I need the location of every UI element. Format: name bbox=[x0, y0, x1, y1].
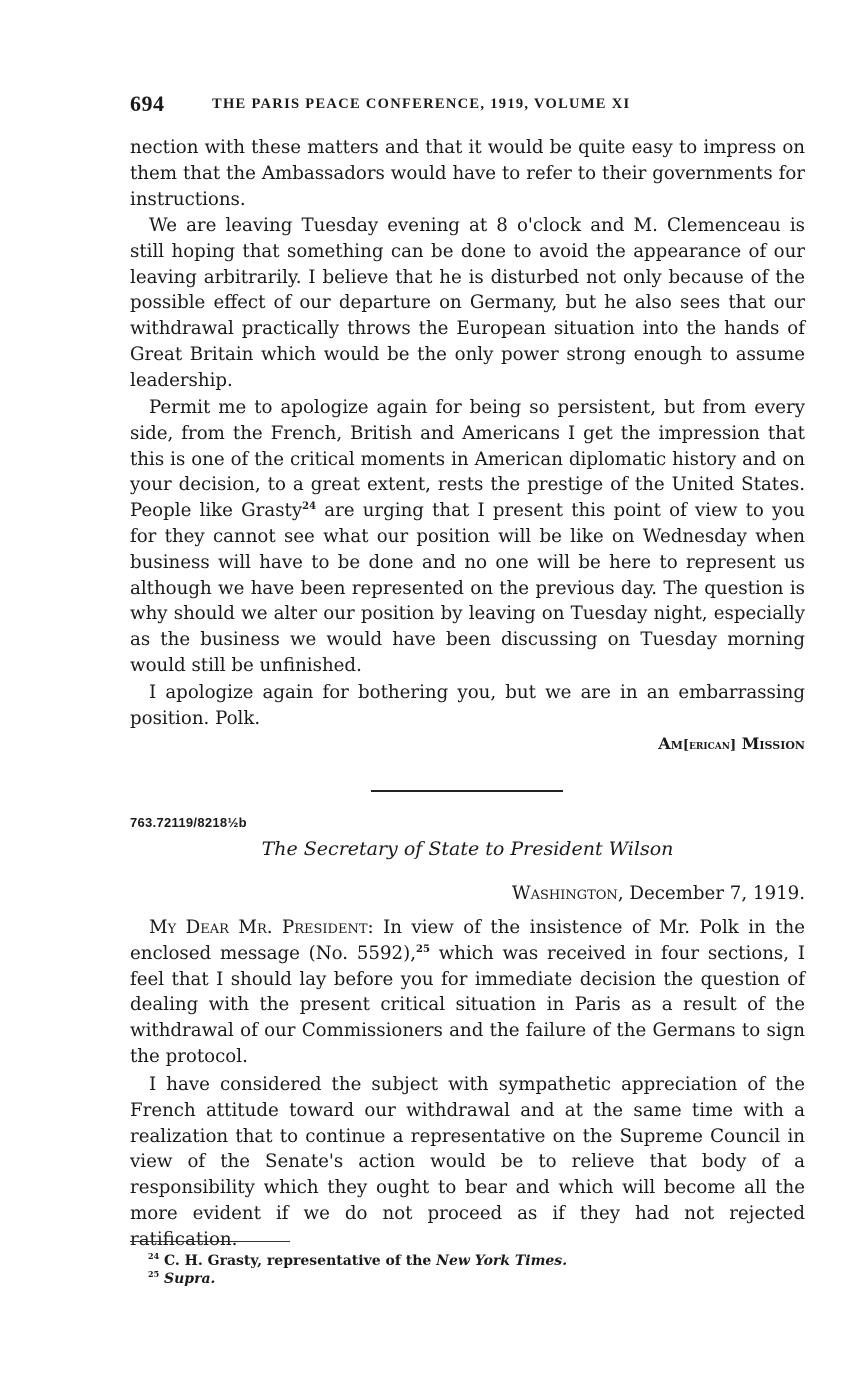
signature-am: Am bbox=[658, 734, 683, 753]
paragraph: I have considered the subject with sympathetic appreciation of the French attitude toward our withdrawal and at the same time with a realization that to continue a representative on the Supreme Council in view of the Senate's action would be to relieve that body of a responsibility which they ought to bear and which will become all the more evident if we do not proceed as if they had not rejected ratification. bbox=[130, 1074, 805, 1250]
footnote-25 bbox=[148, 1270, 567, 1288]
footnote-italic: New York Times. bbox=[436, 1253, 568, 1269]
footnote-text: Supra. bbox=[164, 1271, 216, 1287]
dateline-place: Washington bbox=[511, 883, 618, 904]
paragraph-text: which was received in four sections, I feel that I should lay before you for immediate decision the question of dealing with the present critical situation in Paris as a result of the withdrawal of our Commissioners and the failure of the Germans to sign the protocol. bbox=[130, 942, 805, 1067]
paragraph bbox=[130, 915, 805, 1070]
document-title: The Secretary of State to President Wilson bbox=[261, 838, 674, 860]
paragraph-text: Permit me to apologize again for being so persistent, but from every side, from the French, British and Americans I get the impression that this is one of the critical moments in American diplomatic history and on your decision, to a great extent, rests the prestige of the United States. People like Grasty bbox=[130, 397, 805, 522]
footnote-24 bbox=[148, 1252, 567, 1270]
footnote-reference: 25 bbox=[416, 943, 430, 955]
footnote-number: 25 bbox=[148, 1269, 160, 1279]
signature-erican: [erican] bbox=[682, 738, 737, 753]
footnote-number: 24 bbox=[148, 1251, 160, 1261]
footnote-reference: 24 bbox=[302, 501, 317, 513]
paragraph: We are leaving Tuesday evening at 8 o'clock and M. Clemenceau is still hoping that something can be done to avoid the appearance of our leaving arbitrarily. I believe that he is disturbed not only because of the possible effect of our departure on Germany, but he also sees that our withdrawal practically throws the European situation into the hands of Great Britain which would be the only power strong enough to assume leadership. bbox=[130, 215, 805, 391]
footnotes bbox=[148, 1252, 567, 1288]
paragraph: nection with these matters and that it would be quite easy to impress on them that the Ambassadors would have to refer to their governments for instructions. bbox=[130, 137, 805, 210]
dateline-date: , December 7, 1919. bbox=[617, 883, 805, 904]
paragraph-text: are urging that I present this point of view to you for they cannot see what our position will be like on Wednesday when business will have to be done and no one will be here to represent us although we have been represented on the previous day. The question is why should we alter our position by leaving on Tuesday night, especially as the business we would have been discussing on Tuesday morning would still be unfinished. bbox=[130, 500, 805, 676]
footnote-rule bbox=[130, 1241, 290, 1242]
file-number: 763.72119/8218½b bbox=[130, 815, 247, 830]
paragraph-text: : In view of the insistence of Mr. Polk in the enclosed message (No. 5592), bbox=[130, 917, 805, 964]
paragraph: I apologize again for bothering you, but we are in an embarrassing position. Polk. bbox=[130, 682, 805, 729]
running-head: THE PARIS PEACE CONFERENCE, 1919, VOLUME XI bbox=[212, 96, 631, 112]
section-divider bbox=[371, 790, 563, 792]
signature-mission: Mission bbox=[741, 734, 805, 753]
page-header bbox=[130, 91, 805, 117]
footnote-text: C. H. Grasty, representative of the bbox=[159, 1253, 437, 1269]
salutation: My Dear Mr. President bbox=[149, 917, 368, 938]
paragraph bbox=[130, 395, 805, 679]
signature bbox=[130, 734, 805, 753]
page-number: 694 bbox=[130, 91, 165, 116]
dateline bbox=[130, 883, 805, 904]
